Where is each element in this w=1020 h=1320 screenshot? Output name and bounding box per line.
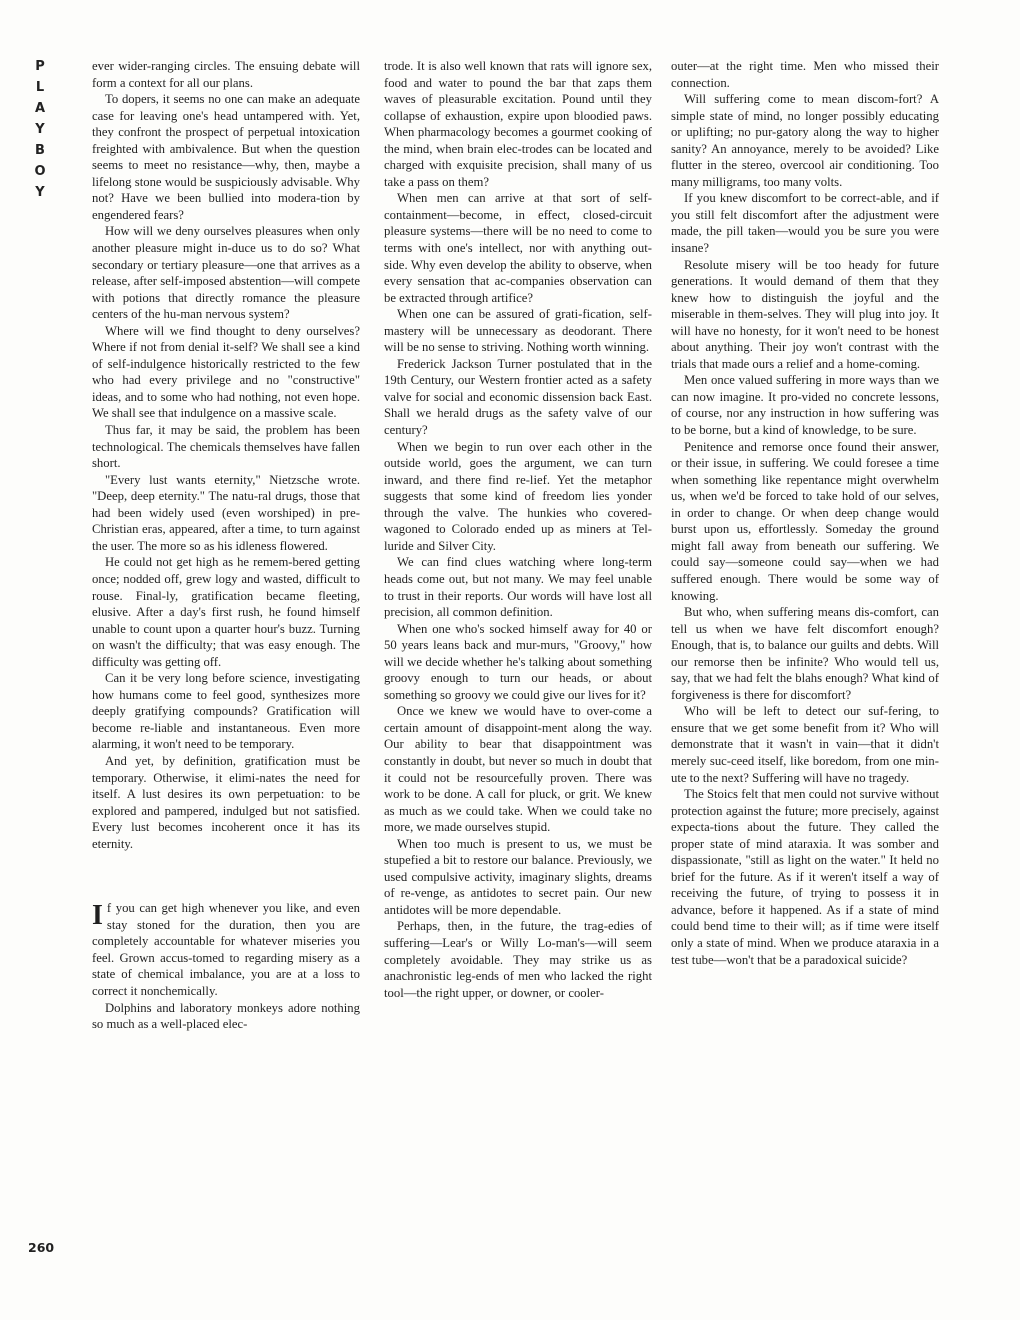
- paragraph: If you knew discomfort to be correct-able, and if you still felt discomfort after the adjustment were made, the pill taken—would you be sure you were insane?: [671, 191, 939, 256]
- paragraph: ever wider-ranging circles. The ensuing debate will form a context for all our plans.: [92, 59, 360, 90]
- paragraph: And yet, by definition, gratification must be temporary. Otherwise, it elimi-nates the need for itself. A lust desires its own perpetuation: to be explored and pampered, indulged but not satisfied. Every lust becomes incoherent once it has its eternity.: [92, 753, 360, 851]
- masthead-letter: Y: [35, 185, 45, 200]
- paragraph: When one who's socked himself away for 40 or 50 years leans back and mur-murs, "Groovy," how will we decide whether he's talking about something groovy enough to turn our heads, or about something so groovy we could give our lives for it?: [384, 621, 652, 702]
- masthead-letter: A: [34, 101, 46, 116]
- masthead-letter: L: [35, 80, 45, 95]
- paragraph: Where will we find thought to deny ourselves? Where if not from denial it-self? We shall see a kind of self-indulgence historically restricted to the few who had every privilege and no "constructive" ideas, and to some who had nothing, not even hope. We shall see that indulgence on a massive scale.: [92, 323, 360, 421]
- paragraph: Once we knew we would have to over-come a certain amount of disappoint-ment along the way. Our ability to bear that disappointment was constantly in doubt, but never so much in doubt that it could not be resourcefully proven. There was work to be done. A call for pluck, or grit. We knew as much as we could take. When we could take no more, we made ourselves stupid.: [384, 704, 652, 835]
- drop-cap: I: [92, 900, 103, 932]
- paragraph: Will suffering come to mean discom-fort? A simple state of mind, no longer possibly educating or uplifting; no pur-gatory along the way to higher sanity? An annoyance, merely to be avoided? Like flutter in the stereo, overcool air conditioning. Too many milligrams, too many volts.: [671, 92, 939, 189]
- paragraph: When one can be assured of grati-fication, self-mastery will be unnecessary as deodorant. There will be no sense to striving. Nothing worth winning.: [384, 307, 652, 355]
- masthead-letter: P: [35, 59, 45, 74]
- text-column-2: [384, 58, 652, 1001]
- paragraph: The Stoics felt that men could not survive without protection against the future; more precisely, against expecta-tions about the future. They called the proper state of mind ataraxia. It was somber and dispassionate, "still as light on the water." It held no brief for the future. As if it weren't itself a way of receiving the future, of trying to possess it in advance, before it happened. As if a state of mind could bend time to their will; as if time were itself only a state of mind. When we produce ataraxia in a test tube—won't that be a paradoxical suicide?: [671, 787, 939, 967]
- paragraph: Resolute misery will be too heady for future generations. It would demand of them that they knew how to distinguish the joyful and the miserable in them-selves. They will plug into joy. It will have no honesty, for it won't need to be honest about anything. Their joy won't contrast with the trials that made ours a relief and a home-coming.: [671, 257, 939, 371]
- paragraph: To dopers, it seems no one can make an adequate case for leaving one's head untampered with. Yet, they confront the prospect of perpetual intoxication freighted with ambivalence. But when the question seems to meet no resistance—why, then, maybe a lifelong stone would be suspiciously advisable. Why not? Have we been bullied into modera-tion by engendered fears?: [92, 92, 360, 222]
- masthead-letter: Y: [35, 122, 45, 137]
- paragraph-text: f you can get high whenever you like, and even stay stoned for the duration, then you are completely accountable for whatever miseries you feel. Grown accus-tomed to regarding misery as a state of chemical imbalance, you are at a loss to correct it nonchemically.: [92, 901, 360, 998]
- paragraph: Penitence and remorse once found their answer, or their issue, in suffering. We could foresee a time when something like repentance might overwhelm us, when we'd be forced to take hold of our selves, in order to change. Or when deep change would burst upon us, effortlessly. Someday the ground might fall away from beneath our suffering. We could say—someone could say—when we had suffered enough. There would be some way of knowing.: [671, 439, 939, 603]
- paragraph: Frederick Jackson Turner postulated that in the 19th Century, our Western frontier acted as a safety valve for social and economic dissension back East. Shall we herald drugs as the safety valve of our century?: [384, 356, 652, 438]
- paragraph: Men once valued suffering in more ways than we can now imagine. It pro-vided no concrete lessons, of course, nor any instruction in how suffering was to be borne, but a kind of knowledge, to be sure.: [671, 373, 939, 438]
- text-column-3: [671, 58, 939, 968]
- text-column-1: [92, 58, 360, 1033]
- paragraph: Thus far, it may be said, the problem has been technological. The chemicals themselves have fallen short.: [92, 423, 360, 471]
- paragraph: But who, when suffering means dis-comfort, can tell us when we have felt discomfort enough? Enough, that is, to balance our guilts and debts. Will our remorse then be infinite? Who would tell us, say, that we had felt the blahs enough? What kind of forgiveness is there for discomfort?: [671, 605, 939, 702]
- paragraph: trode. It is also well known that rats will ignore sex, food and water to pound the bar that zaps them waves of pleasurable excitation. Pound until they collapse of exhaustion, expire upon bloodied paws. When pharmacology becomes a gourmet cooking of the mind, when brain elec-trodes can be located and charged with exquisite precision, shall many of us take a pass on them?: [384, 59, 652, 189]
- paragraph: Can it be very long before science, investigating how humans come to feel good, synthesizes more deeply gratifying compounds? Gratification will become re-liable and instantaneous. Even more alarming, it won't need to be temporary.: [92, 671, 360, 752]
- masthead-letter: O: [34, 164, 46, 179]
- paragraph: When we begin to run over each other in the outside world, goes the argument, we can turn inward, and there find re-lief. Yet the metaphor suggests that some kind of freedom lies yonder through the valve. The hunkies who covered-wagoned to Colorado ended up as miners at Tel-luride and Silver City.: [384, 439, 652, 553]
- masthead-letter: B: [35, 143, 45, 158]
- magazine-name-vertical: [30, 56, 50, 203]
- paragraph: We can find clues watching where long-term heads come out, but not many. We may feel unable to trust in their reports. Our words will have lost all precision, all common definition.: [384, 555, 652, 620]
- section-break: [92, 852, 360, 900]
- paragraph: "Every lust wants eternity," Nietzsche wrote. "Deep, deep eternity." The natu-ral drugs, those that had been widely used (even worshiped) in pre-Christian eras, appeared, after a time, to turn against the user. The more so as his idleness flowered.: [92, 472, 360, 553]
- paragraph: Dolphins and laboratory monkeys adore nothing so much as a well-placed elec-: [92, 1000, 360, 1032]
- paragraph: He could not get high as he remem-bered getting once; nodded off, grew logy and wasted, difficult to rouse. Final-ly, gratification became fleeting, elusive. After a day's first rush, he found himself unable to count upon a quarter hour's buzz. Turning on wasn't the difficulty; that was easy enough. The difficulty was getting off.: [92, 555, 360, 669]
- paragraph: Perhaps, then, in the future, the trag-edies of suffering—Lear's or Willy Lo-man's—will seem completely avoidable. They may strike us as anachronistic leg-ends of men who lacked the right tool—the right upper, or downer, or cooler-: [384, 919, 652, 1000]
- paragraph: outer—at the right time. Men who missed their connection.: [671, 59, 939, 90]
- page-number: 260: [28, 1240, 55, 1255]
- paragraph: When men can arrive at that sort of self-containment—become, in effect, closed-circuit pleasure systems—there will be no need to come to terms with one's intellect, nor with anything out-side. Why even develop the ability to observe, when every sensation that ac-companies observation can be extracted through artifice?: [384, 191, 652, 305]
- paragraph: Who will be left to detect our suf-fering, to ensure that we get some benefit from it? Who will demonstrate that it wasn't in vain—that it didn't merely suc-ceed itself, like boredom, from one min-ute to the next? Suffering will have no tragedy.: [671, 704, 939, 785]
- paragraph: How will we deny ourselves pleasures when only another pleasure might in-duce us to do so? What secondary or tertiary pleasure—one that arrives as a release, after self-imposed abstention—will compete with potions that directly romance the pleasure centers of the hu-man nervous system?: [92, 224, 360, 322]
- paragraph: When too much is present to us, we must be stupefied a bit to restore our balance. Previously, we used compulsive activity, imaginary slights, dreams of re-venge, as antidotes to secret pain. Our new antidotes will be more dependable.: [384, 836, 652, 917]
- drop-cap-paragraph: [92, 900, 360, 999]
